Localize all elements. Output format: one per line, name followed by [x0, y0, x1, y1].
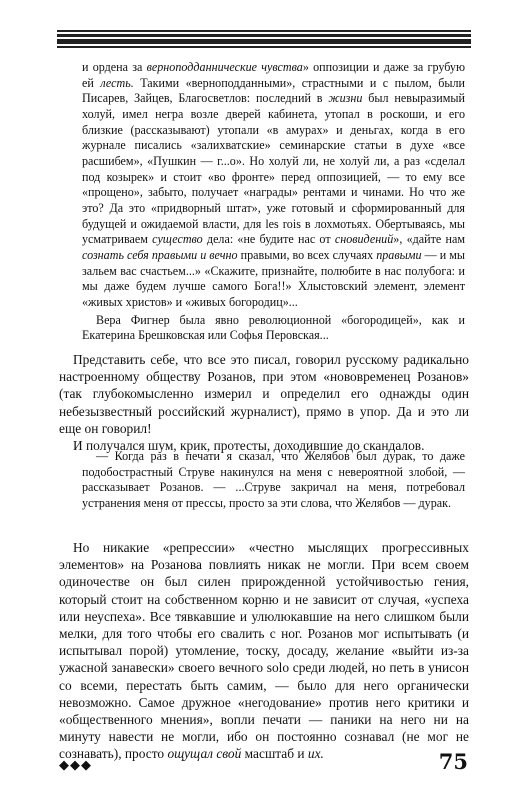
text-run: — и мы зальем вас счастьем...» «Скажите, признайте, полюбите в нас полубога: и мы даже будем лучше самого Бога!!» Хлыстовский элемент, элемент «живых христов» и «живых богородиц»...	[82, 247, 465, 309]
text-run: был невыразимый холуй, имел негра возле дверей кабинета, утопал в роскоши, и его близкие (рассказывают) утопали «в амурах» и деньгах, когда в его журнале писались «залихватские» семинарские статьи в духе «все расшибем», «Пушкин — г...о». Но холуй ли, не холуй ли, а раз «сделал под козырек» и стоит «во фронте» перед оппозицией, — то ему все «прощено», забыто, получает «награды» рентами и чинами. Но что же это? Да это «придворный штат», уже готовый и сформированный для будущей и ожидаемой власти, для les rois в лохмотьях. Обертываясь, мы усматриваем	[82, 91, 465, 247]
text-run: Такими «верноподданными», страстными и с пылом, были Писарев, Зайцев, Благосветлов: последний в	[82, 75, 465, 106]
main-paragraph-2: И получался шум, крик, протесты, доходившие до скандалов.	[73, 438, 425, 454]
quote-block-2	[82, 449, 465, 511]
text-run: дела: «не будите нас от	[202, 232, 335, 247]
italic-emphasis: их.	[307, 746, 324, 762]
quote-paragraph-1	[82, 60, 465, 311]
quote-block-1	[82, 60, 465, 344]
text-run: правыми, во всех случаях	[237, 247, 377, 262]
italic-emphasis: сознать себя правыми и вечно	[82, 247, 238, 262]
text-run: Но никакие «репрессии» «честно мыслящих прогрессивных элементов» на Розанова повлиять никак не могли. При всем своем одиночестве он был силен прирожденной устойчивостью гения, который стоит на собственном корню и не зависит от случая, «успеха или неуспеха». Все тявкавшие и улюлюкавшие на него слишком были мелки, для того чтобы его свалить с ног. Розанов мог испытывать (и испытывал порой) утомление, тоску, досаду, желание «выйти из-за ужасной занавески» своего вечного solo среди людей, но петь в унисон со всеми, перестать быть самим, — было для него органически невозможно. Самое дружное «негодование» против него критики и «общественного мнения», вопли печати — паники на него ни на минуту навести не могли, ибо он постоянно сознавал (не мог не сознавать), просто	[59, 540, 469, 762]
italic-emphasis: жизни	[328, 91, 363, 106]
quote-2-paragraph: — Когда раз в печати я сказал, что Желябов был дурак, то даже подобострастный Струве накинулся на меня с невероятной злобой, — рассказывает Розанов. — ...Струве закричал на меня, потребовал устранения меня от прессы, просто за эти слова, что Желябов — дурак.	[82, 449, 465, 510]
text-run: и ордена за	[82, 60, 147, 74]
italic-emphasis: правыми	[376, 247, 422, 262]
text-run: » оппозиции и даже за грубую ей	[82, 60, 465, 90]
text-run: масштаб и	[241, 746, 308, 762]
quote-paragraph-2: Вера Фигнер была явно революционной «богородицей», как и Екатерина Брешковская или Софья Перовская...	[82, 312, 465, 343]
footer-ornament: ◆◆◆	[59, 758, 92, 773]
italic-emphasis: существо	[152, 232, 203, 247]
italic-emphasis: ощущал свой	[167, 746, 242, 762]
text-run: », «дайте нам	[393, 232, 465, 247]
header-rule	[57, 30, 471, 46]
main-paragraph-1: Представить себе, что все это писал, говорил русскому радикально настроенному обществу Розанов, при этом «нововременец Розанов» (так глубокомысленно измерил и определил его однажды один небезызвестный российский журналист), прямо в упор. Да и это ли еще он говорил!	[59, 352, 469, 436]
main-text-1	[59, 351, 469, 454]
italic-emphasis: лесть.	[100, 75, 134, 90]
italic-emphasis: сновидений	[334, 232, 394, 247]
main-text-2	[59, 539, 469, 763]
italic-emphasis: верноподданнические чувства	[146, 60, 303, 74]
page-number: 75	[438, 749, 468, 774]
main-paragraph-3	[59, 539, 469, 763]
